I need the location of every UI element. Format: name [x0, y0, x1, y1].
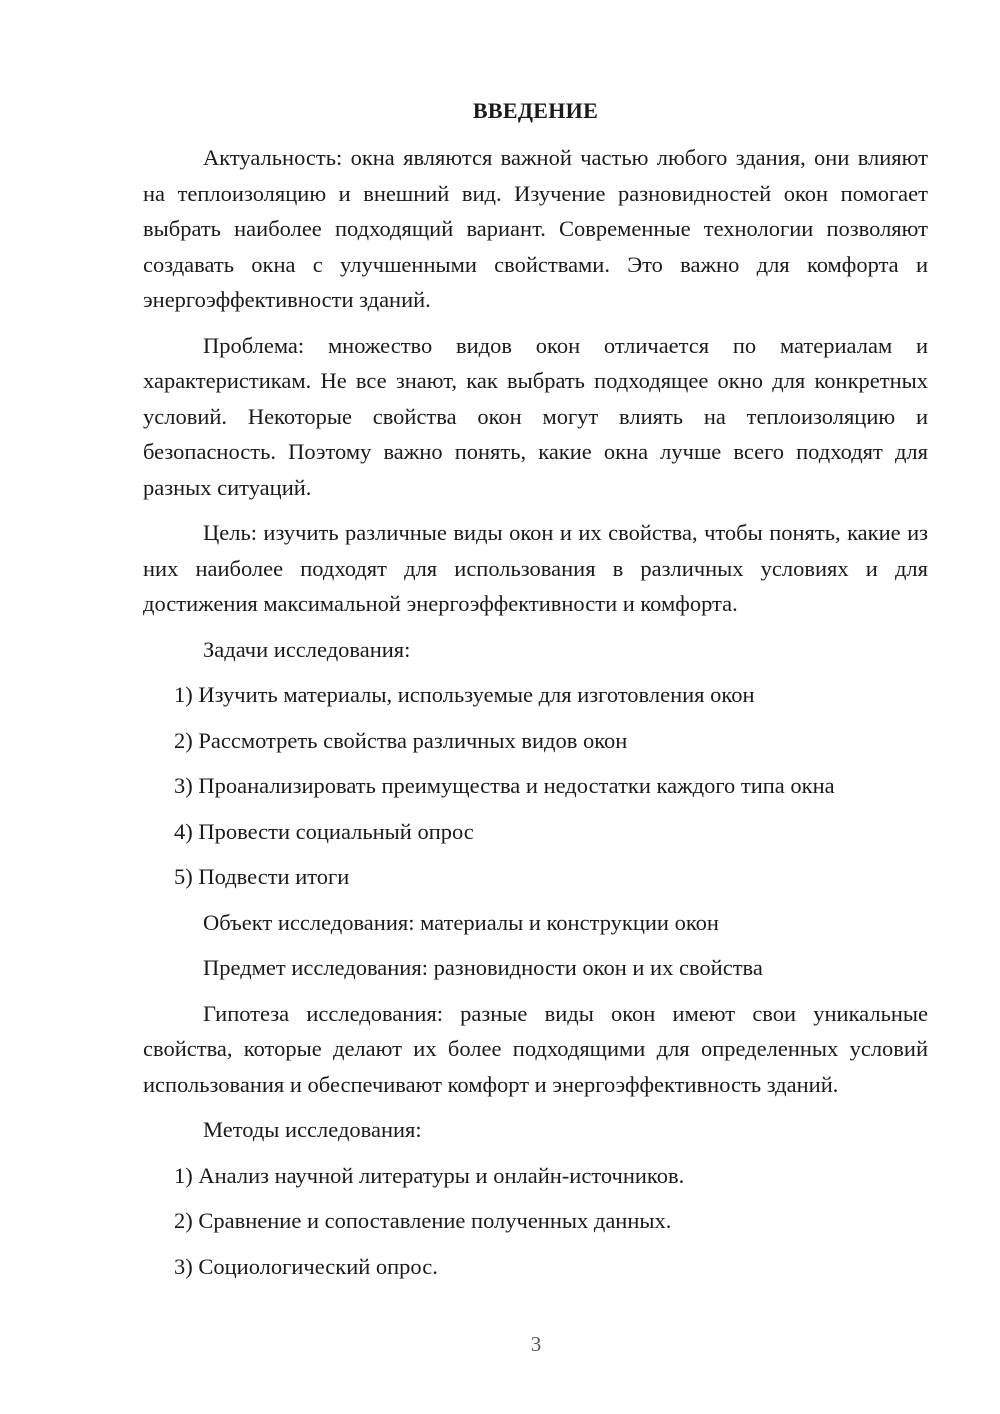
goal-paragraph: Цель: изучить различные виды окон и их свойства, чтобы понять, какие из них наиболее подходят для использования в различных условиях и для достижения максимальной энергоэффективности и комфорта.	[143, 520, 928, 616]
list-item: 2) Сравнение и сопоставление полученных данных.	[174, 1208, 672, 1233]
methods-list	[143, 1158, 928, 1285]
hypothesis-paragraph: Гипотеза исследования: разные виды окон имеют свои уникальные свойства, которые делают их более подходящими для определенных условий использования и обеспечивают комфорт и энергоэффективность зданий.	[143, 1000, 928, 1097]
page-title: ВВЕДЕНИЕ	[472, 98, 599, 123]
list-item: 1) Анализ научной литературы и онлайн-источников.	[174, 1162, 685, 1188]
subject-line: Предмет исследования: разновидности окон и их свойства	[203, 955, 763, 980]
list-item: 5) Подвести итоги	[174, 864, 350, 889]
page-number: 3	[530, 1332, 542, 1356]
page-content	[143, 93, 928, 1294]
list-item: 3) Социологический опрос.	[174, 1253, 438, 1279]
object-line: Объект исследования: материалы и конструкции окон	[203, 909, 719, 935]
tasks-list	[143, 677, 928, 895]
relevance-paragraph: Актуальность: окна являются важной частью любого здания, они влияют на теплоизоляцию и внешний вид. Изучение разновидностей окон помогает выбрать наиболее подходящий вариант. Современные технологии позволяют создавать окна с улучшенными свойствами. Это важно для комфорта и энергоэффективности зданий.	[143, 145, 928, 312]
problem-paragraph: Проблема: множество видов окон отличается по материалам и характеристикам. Не все знают, как выбрать подходящее окно для конкретных условий. Некоторые свойства окон могут влиять на теплоизоляцию и безопасность. Поэтому важно понять, какие окна лучше всего подходят для разных ситуаций.	[143, 332, 928, 500]
list-item: 2) Рассмотреть свойства различных видов окон	[174, 727, 628, 753]
list-item: 3) Проанализировать преимущества и недостатки каждого типа окна	[174, 773, 835, 798]
list-item: 4) Провести социальный опрос	[174, 818, 474, 844]
list-item: 1) Изучить материалы, используемые для изготовления окон	[174, 682, 755, 707]
methods-heading: Методы исследования:	[203, 1117, 422, 1142]
tasks-heading: Задачи исследования:	[203, 636, 411, 662]
